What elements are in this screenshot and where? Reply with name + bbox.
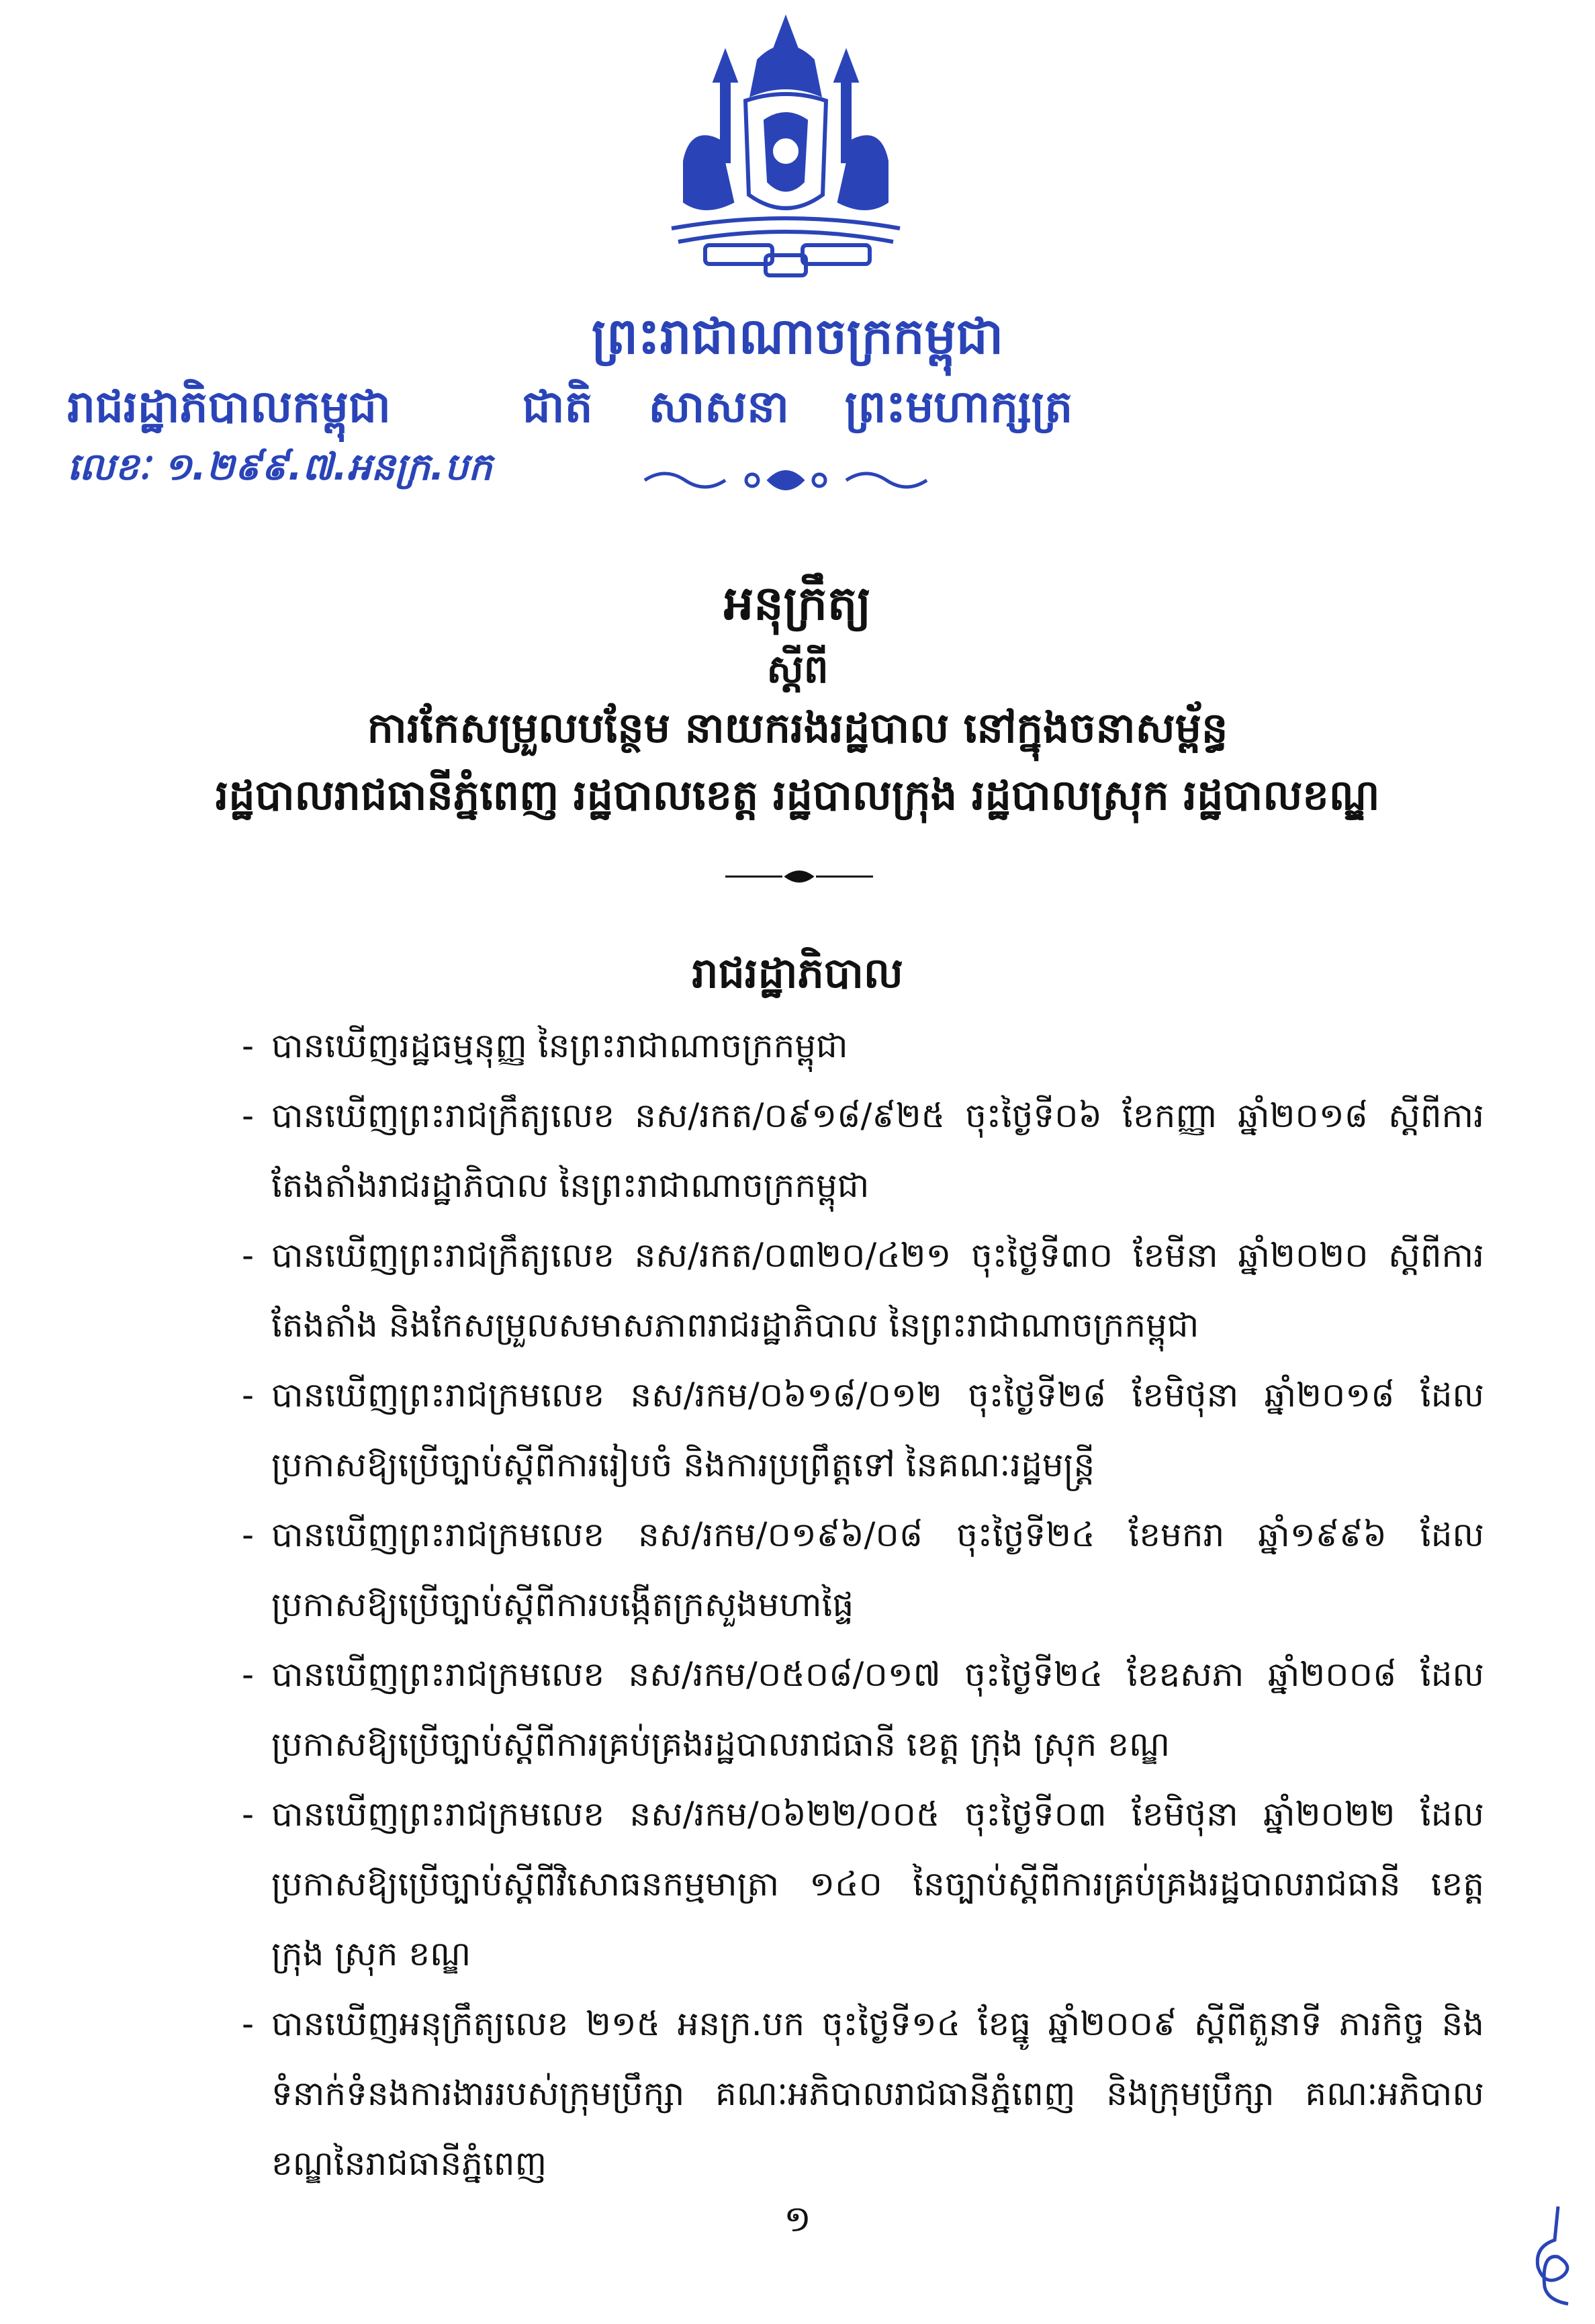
kingdom-name: ព្រះរាជាណាចក្រកម្ពុជា [591,308,1004,365]
clause-text: បានឃើញព្រះរាជក្រមលេខ នស/រកម/០៥០៨/០១៧ ចុះថ្ងៃទី២៤ ខែឧសភា ឆ្នាំ២០០៨ ដែលប្រកាសឱ្យប្រើច្បាប់ស្តីពីការគ្រប់គ្រងរដ្ឋបាលរាជធានី ខេត្ត ក្រុង ស្រុក ខណ្ឌ [271,1655,1484,1764]
clause-text: បានឃើញព្រះរាជក្រមលេខ នស/រកម/០៦១៨/០១២ ចុះថ្ងៃទី២៨ ខែមិថុនា ឆ្នាំ២០១៨ ដែលប្រកាសឱ្យប្រើច្បាប់ស្តីពីការរៀបចំ និងការប្រព្រឹត្តទៅ នៃគណៈរដ្ឋមន្ត្រី [271,1376,1484,1484]
subject-line-2: រដ្ឋបាលរាជធានីភ្នំពេញ រដ្ឋបាលខេត្ត រដ្ឋបាលក្រុង រដ្ឋបាលស្រុក រដ្ឋបាលខណ្ឌ [215,770,1380,819]
section-divider-icon [719,866,880,887]
list-dash: - [242,1655,255,1694]
clause-item [242,1011,1484,1081]
page-number: ១ [784,2198,811,2240]
reference-number: លេខៈ ១.២៩៩.៧.អនក្រ.បក [67,445,492,489]
list-dash: - [242,1026,255,1065]
body-heading: រាជរដ្ឋាភិបាល [692,948,903,997]
clause-text: បានឃើញអនុក្រឹត្យលេខ ២១៥ អនក្រ.បក ចុះថ្ងៃទី១៤ ខែធ្នូ ឆ្នាំ២០០៩ ស្តីពីតួនាទី ភារកិច្ច និងទំនាក់ទំនងការងាររបស់ក្រុមប្រឹក្សា គណៈអភិបាលរាជធានីភ្នំពេញ និងក្រុមប្រឹក្សា គណៈអភិបាលខណ្ឌនៃរាជធានីភ្នំពេញ [271,2004,1484,2183]
list-dash: - [242,2004,255,2043]
list-dash: - [242,1236,255,1275]
clause-item [242,1989,1484,2198]
subject-prefix: ស្តីពី [766,646,829,692]
list-dash: - [242,1515,255,1554]
national-motto: ជាតិ សាសនា ព្រះមហាក្សត្រ [522,381,1073,433]
clause-text: បានឃើញព្រះរាជក្រឹត្យលេខ នស/រកត/០៣២០/៤២១ ចុះថ្ងៃទី៣០ ខែមីនា ឆ្នាំ២០២០ ស្តីពីការតែងតាំង និងកែសម្រួលសមាសភាពរាជរដ្ឋាភិបាល នៃព្រះរាជាណាចក្រកម្ពុជា [271,1236,1484,1345]
ornament-divider-icon [638,463,933,497]
clause-item [242,1220,1484,1360]
list-dash: - [242,1096,255,1135]
clause-list [242,1011,1484,2198]
subject-line-1: ការកែសម្រួលបន្ថែម នាយករងរដ្ឋបាល នៅក្នុងចនាសម្ព័ន្ធ [367,703,1228,752]
clause-item [242,1500,1484,1640]
list-dash: - [242,1795,255,1834]
clause-item [242,1360,1484,1500]
document-type: អនុក្រឹត្យ [723,576,872,631]
signature-icon [1521,2200,1582,2314]
royal-coat-of-arms-icon [645,7,927,289]
issuing-government: រាជរដ្ឋាភិបាលកម្ពុជា [67,381,391,433]
clause-item [242,1640,1484,1779]
clause-text: បានឃើញព្រះរាជក្រឹត្យលេខ នស/រកត/០៩១៨/៩២៥ ចុះថ្ងៃទី០៦ ខែកញ្ញា ឆ្នាំ២០១៨ ស្តីពីការតែងតាំងរាជរដ្ឋាភិបាល នៃព្រះរាជាណាចក្រកម្ពុជា [271,1096,1484,1205]
clause-text: បានឃើញរដ្ឋធម្មនុញ្ញ នៃព្រះរាជាណាចក្រកម្ពុជា [271,1026,848,1065]
clause-text: បានឃើញព្រះរាជក្រមលេខ នស/រកម/០៦២២/០០៥ ចុះថ្ងៃទី០៣ ខែមិថុនា ឆ្នាំ២០២២ ដែលប្រកាសឱ្យប្រើច្បាប់ស្តីពីវិសោធនកម្មមាត្រា ១៤០ នៃច្បាប់ស្តីពីការគ្រប់គ្រងរដ្ឋបាលរាជធានី ខេត្ត ក្រុង ស្រុក ខណ្ឌ [271,1795,1484,1973]
clause-text: បានឃើញព្រះរាជក្រមលេខ នស/រកម/០១៩៦/០៨ ចុះថ្ងៃទី២៤ ខែមករា ឆ្នាំ១៩៩៦ ដែលប្រកាសឱ្យប្រើច្បាប់ស្តីពីការបង្កើតក្រសួងមហាផ្ទៃ [271,1515,1484,1624]
list-dash: - [242,1376,255,1415]
clause-item [242,1779,1484,1989]
clause-item [242,1081,1484,1220]
